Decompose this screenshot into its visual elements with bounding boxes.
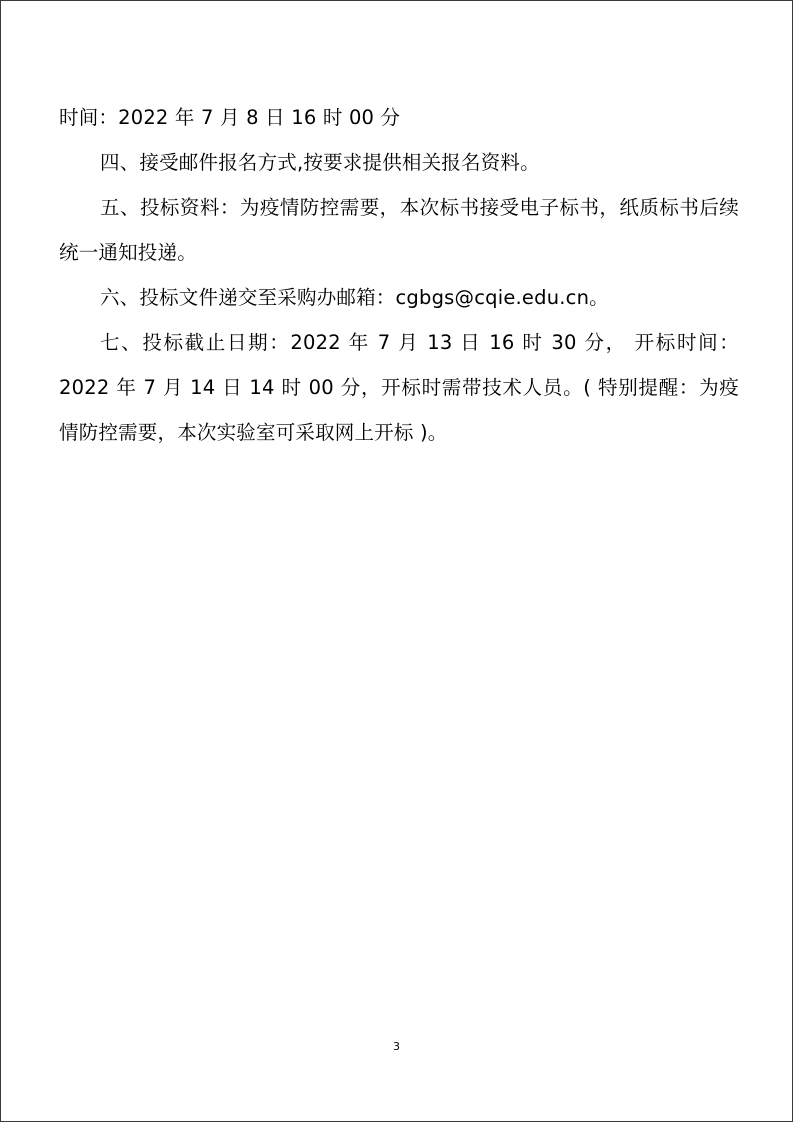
paragraph-bid-submission-email: 六、投标文件递交至采购办邮箱：cgbgs@cqie.edu.cn。: [100, 286, 609, 309]
paragraph-registration-method: 四、接受邮件报名方式,按要求提供相关报名资料。: [100, 151, 540, 174]
page-number: 3: [393, 1040, 400, 1053]
paragraph-bid-materials: 五、投标资料：为疫情防控需要，本次标书接受电子标书，纸质标书后续统一通知投递。: [59, 196, 739, 264]
paragraph-deadline-and-opening: 七、投标截止日期：2022 年 7 月 13 日 16 时 30 分， 开标时间：2022 年 7 月 14 日 14 时 00 分，开标时需带技术人员。( 特别提醒：为疫情防控需要，本次实验室可采取网上开标 )。: [59, 331, 739, 444]
paragraph-time: 时间：2022 年 7 月 8 日 16 时 00 分: [59, 106, 401, 129]
document-body: [59, 95, 739, 455]
